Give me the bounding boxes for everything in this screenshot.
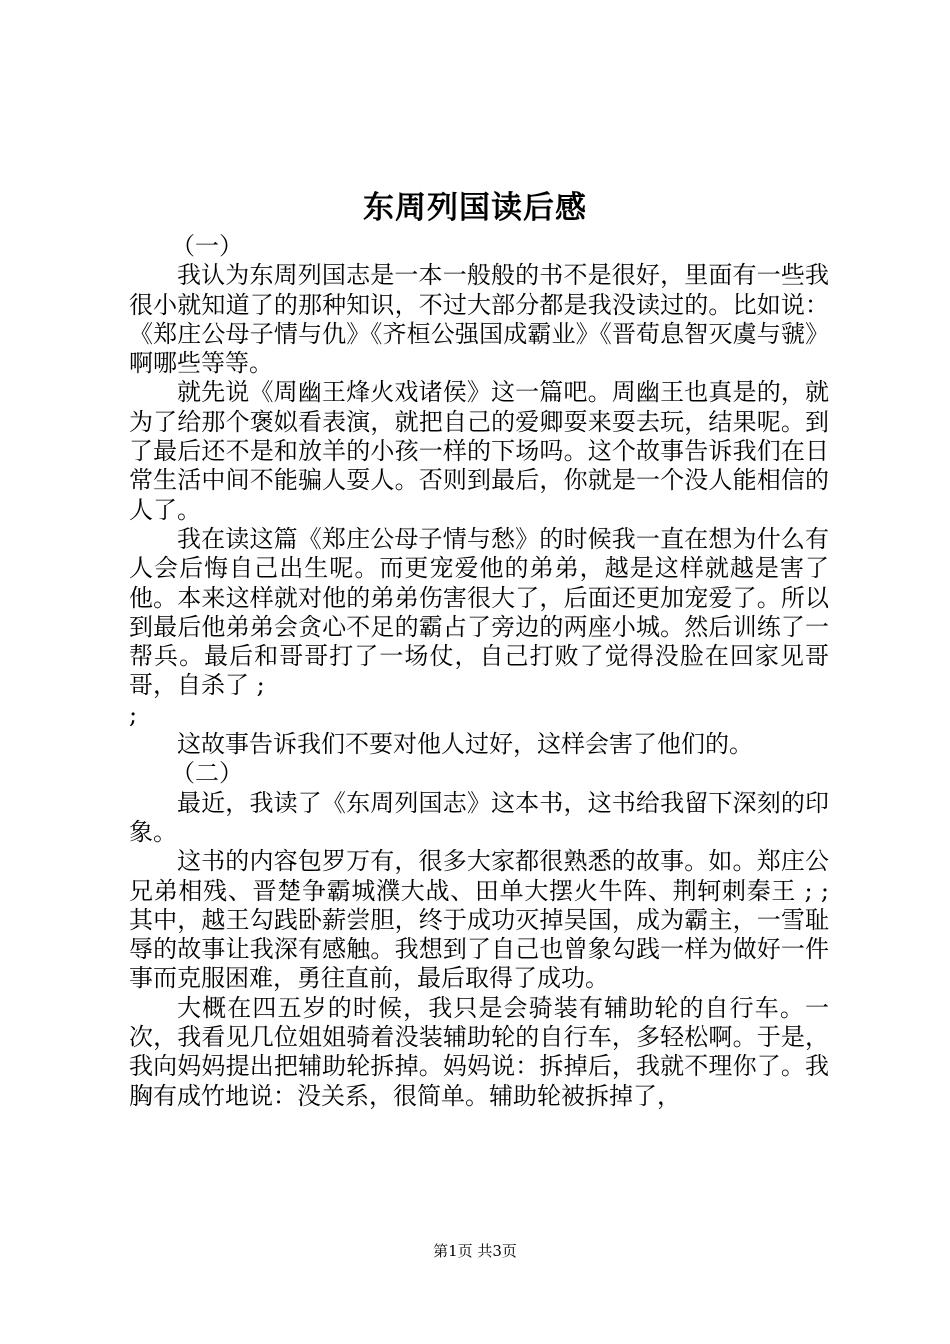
document-body (129, 232, 829, 1111)
paragraph-5: 最近，我读了《东周列国志》这本书，这书给我留下深刻的印象。 (129, 788, 829, 846)
paragraph-6: 这书的内容包罗万有，很多大家都很熟悉的故事。如。郑庄公兄弟相残、晋楚争霸城濮大战、田单大摆火牛阵、荆轲刺秦王 ; ;其中，越王勾践卧薪尝胆，终于成功灭掉吴国，成为霸主，一雪耻辱的故事让我深有感触。我想到了自己也曾象勾践一样为做好一件事而克服困难，勇往直前，最后取得了成功。 (129, 847, 829, 993)
page-footer: 第1页 共3页 (433, 1242, 517, 1260)
section-label-one: （一） (171, 232, 243, 260)
paragraph-3: 我在读这篇《郑庄公母子情与愁》的时候我一直在想为什么有人会后悔自己出生呢。而更宠爱他的弟弟，越是这样就越是害了他。本来这样就对他的弟弟伤害很大了，后面还更加宠爱了。所以到最后他弟弟会贪心不足的霸占了旁边的两座小城。然后训练了一帮兵。最后和哥哥打了一场仗，自己打败了觉得没脸在回家见哥哥，自杀了 ; (129, 524, 829, 700)
paragraph-7: 大概在四五岁的时候，我只是会骑装有辅助轮的自行车。一次，我看见几位姐姐骑着没装辅助轮的自行车，多轻松啊。于是，我向妈妈提出把辅助轮拆掉。妈妈说：拆掉后，我就不理你了。我胸有成竹地说：没关系，很简单。辅助轮被拆掉了， (129, 993, 829, 1110)
paragraph-1: 我认为东周列国志是一本一般般的书不是很好，里面有一些我很小就知道了的那种知识，不过大部分都是我没读过的。比如说：《郑庄公母子情与仇》《齐桓公强国成霸业》《晋荀息智灭虞与虢》啊哪些等等。 (129, 261, 829, 378)
document-title: 东周列国读后感 (363, 190, 587, 226)
paragraph-2: 就先说《周幽王烽火戏诸侯》这一篇吧。周幽王也真是的，就为了给那个褒姒看表演，就把自己的爱卿耍来耍去玩，结果呢。到了最后还不是和放羊的小孩一样的下场吗。这个故事告诉我们在日常生活中间不能骗人耍人。否则到最后，你就是一个没人能相信的人了。 (129, 378, 829, 524)
paragraph-3-tail: ; (129, 700, 138, 729)
paragraph-4: 这故事告诉我们不要对他人过好，这样会害了他们的。 (177, 730, 753, 759)
section-label-two: （二） (171, 759, 243, 788)
